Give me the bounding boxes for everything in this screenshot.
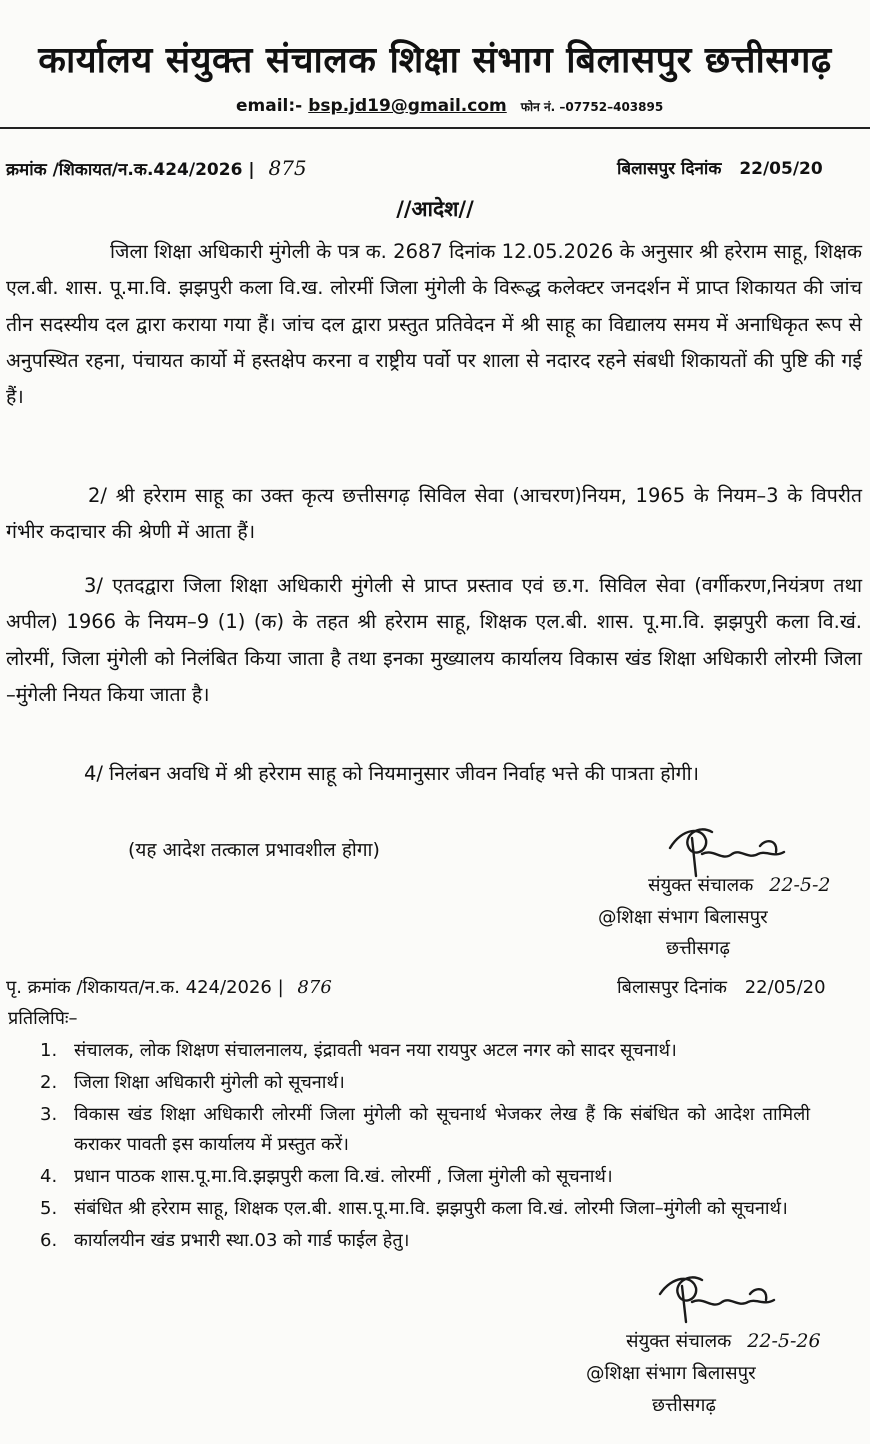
office-title: कार्यालय संयुक्त संचालक शिक्षा संभाग बिलासपुर छत्तीसगढ़ bbox=[38, 40, 832, 81]
copy-date bbox=[617, 975, 826, 999]
list-item-text: जिला शिक्षा अधिकारी मुंगेली को सूचनार्थ। bbox=[74, 1072, 345, 1093]
order-paragraph-3 bbox=[6, 568, 862, 713]
order-reference bbox=[6, 156, 307, 180]
signature-2-state: छत्तीसगढ़ bbox=[652, 1395, 716, 1416]
list-item bbox=[40, 1162, 810, 1192]
copy-reference bbox=[6, 975, 332, 999]
list-item-text: प्रधान पाठक शास.पू.मा.वि.झझपुरी कला वि.खं. लोरमीं , जिला मुंगेली को सूचनार्थ। bbox=[74, 1166, 613, 1187]
list-item-number: 1. bbox=[40, 1040, 58, 1061]
copy-list bbox=[40, 1036, 810, 1256]
para2-first-line: 2/ श्री हरेराम साहू का उक्त कृत्य छत्तीसगढ़ सिविल सेवा (आचरण)नियम, 1965 bbox=[88, 484, 686, 507]
list-item-text: विकास खंड शिक्षा अधिकारी लोरमीं जिला मुंगेली को सूचनार्थ भेजकर लेख हैं कि संबंधित को आदेश तामिली कराकर पावती इस कार्यालय में प्रस्तुत करें। bbox=[74, 1104, 810, 1155]
copy-ref-number: पृ. क्रमांक /शिकायत/न.क. 424/2026 | bbox=[6, 977, 284, 998]
order-date-label: बिलासपुर दिनांक bbox=[617, 159, 722, 179]
order-heading: //आदेश// bbox=[396, 197, 474, 221]
list-item-text: संबंधित श्री हरेराम साहू, शिक्षक एल.बी. शास.पू.मा.वि. झझपुरी कला वि.खं. लोरमी जिला–मुंगेली को सूचनार्थ। bbox=[74, 1198, 788, 1219]
header-divider bbox=[0, 127, 870, 129]
copy-ref-handwritten: 876 bbox=[297, 977, 332, 998]
copy-label: प्रतिलिपिः– bbox=[8, 1008, 78, 1029]
signature-2-office: @शिक्षा संभाग बिलासपुर bbox=[586, 1363, 756, 1384]
list-item-number: 2. bbox=[40, 1072, 58, 1093]
signature-1-date: 22-5-2 bbox=[769, 874, 831, 896]
para2-body: के नियम–3 के विपरीत गंभीर कदाचार की श्रेणी में आता हैं। bbox=[6, 484, 862, 544]
contact-line bbox=[236, 96, 663, 116]
list-item-number: 6. bbox=[40, 1230, 58, 1251]
order-date bbox=[617, 156, 823, 179]
signature-1-state: छत्तीसगढ़ bbox=[666, 938, 730, 959]
para3-body: (वर्गीकरण,नियंत्रण तथा अपील) 1966 के नियम–9 (1) (क) के तहत श्री हरेराम साहू, शिक्षक एल.बी. शास. पू.मा.वि. झझपुरी कला वि.खं. लोरमीं, जिला मुंगेली को निलंबित किया जाता है तथा इनका मुख्यालय कार्यालय विकास खंड शिक्षा अधिकारी लोरमी जिला –मुंगेली नियत किया जाता है। bbox=[6, 574, 862, 706]
para1-first-line: जिला शिक्षा अधिकारी मुंगेली के पत्र क. 2687 दिनांक 12.05.2026 के अनुसार bbox=[110, 240, 693, 263]
order-ref-handwritten: 875 bbox=[268, 156, 307, 180]
signature-2-image bbox=[650, 1268, 790, 1328]
list-item bbox=[40, 1194, 810, 1224]
effect-note: (यह आदेश तत्काल प्रभावशील होगा) bbox=[128, 839, 380, 861]
order-paragraph-4 bbox=[6, 756, 862, 792]
list-item-number: 4. bbox=[40, 1166, 58, 1187]
list-item-number: 3. bbox=[40, 1104, 58, 1125]
list-item bbox=[40, 1100, 810, 1160]
order-date-value: 22/05/20 bbox=[739, 159, 823, 179]
copy-date-value: 22/05/20 bbox=[744, 977, 826, 998]
list-item-text: संचालक, लोक शिक्षण संचालनालय, इंद्रावती भवन नया रायपुर अटल नगर को सादर सूचनार्थ। bbox=[74, 1040, 677, 1061]
signature-1-office: @शिक्षा संभाग बिलासपुर bbox=[598, 907, 768, 928]
para3-first-line: 3/ एतदद्वारा जिला शिक्षा अधिकारी मुंगेली से प्राप्त प्रस्ताव एवं छ.ग. सिविल सेवा bbox=[84, 574, 685, 597]
list-item-text: कार्यालयीन खंड प्रभारी स्था.03 को गार्ड फाईल हेतु। bbox=[74, 1230, 410, 1251]
para1-body: श्री हरेराम साहू, शिक्षक एल.बी. शास. पू.मा.वि. झझपुरी कला वि.ख. लोरमीं जिला मुंगेली के विरूद्ध कलेक्टर जनदर्शन में प्राप्त शिकायत की जांच तीन सदस्यीय दल द्वारा कराया गया हैं। जांच दल द्वारा प्रस्तुत प्रतिवेदन में श्री साहू का विद्यालय समय में अनाधिकृत रूप से अनुपस्थित रहना, पंचायत कार्यो में हस्तक्षेप करना व राष्ट्रीय पर्वो पर शाला से नदारद रहने संबधी शिकायतों की पुष्टि की गई हैं। bbox=[6, 240, 862, 409]
list-item bbox=[40, 1036, 810, 1066]
signature-2-date: 22-5-26 bbox=[747, 1330, 821, 1352]
signature-2-designation: संयुक्त संचालक bbox=[626, 1331, 732, 1352]
order-ref-number: क्रमांक /शिकायत/न.क.424/2026 | bbox=[6, 160, 255, 180]
copy-date-label: बिलासपुर दिनांक bbox=[617, 977, 727, 998]
email-link[interactable]: bsp.jd19@gmail.com bbox=[308, 96, 507, 116]
order-paragraph-2 bbox=[6, 478, 862, 551]
para4-body: होगी। bbox=[660, 762, 700, 785]
order-paragraph-1 bbox=[6, 234, 862, 415]
list-item bbox=[40, 1068, 810, 1098]
para4-first-line: 4/ निलंबन अवधि में श्री हरेराम साहू को नियमानुसार जीवन निर्वाह भत्ते की पात्रता bbox=[84, 762, 655, 785]
signature-1-designation: संयुक्त संचालक bbox=[648, 875, 754, 896]
signature-1-designation-line bbox=[648, 872, 830, 897]
email-label: email:- bbox=[236, 96, 303, 116]
phone-number: फोन नं. –07752–403895 bbox=[520, 100, 664, 114]
signature-2-designation-line bbox=[626, 1328, 821, 1353]
list-item bbox=[40, 1226, 810, 1256]
list-item-number: 5. bbox=[40, 1198, 58, 1219]
